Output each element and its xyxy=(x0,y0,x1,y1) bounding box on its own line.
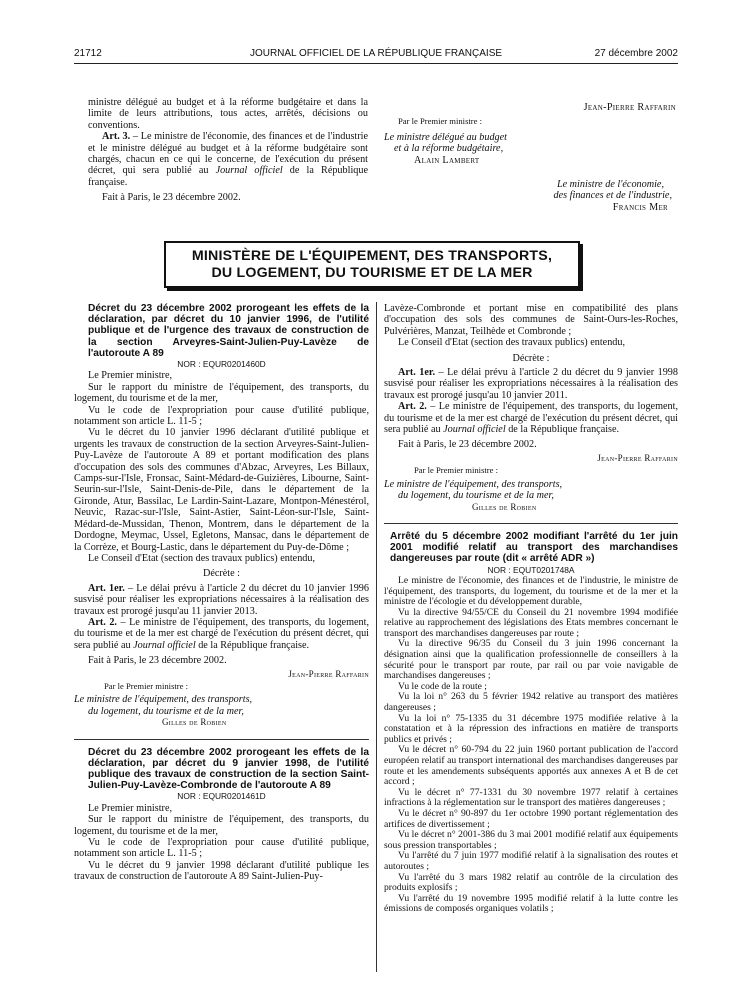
issue-date: 27 décembre 2002 xyxy=(594,48,678,59)
arrete-title: Arrêté du 5 décembre 2002 modifiant l'arrêté du 1er juin 2001 modifié relatif au transport des marchandises dangereuses par route (dit « arrêté ADR ») xyxy=(390,530,678,565)
par-le-premier-ministre: Par le Premier ministre : xyxy=(104,680,189,691)
header-rule xyxy=(74,63,678,64)
paragraph: Lavèze-Combronde et portant mise en compatibilité des plans d'occupation des sols des communes de Saint-Ours-les-Roches, Pulvérières, Manzat, Teilhède et Combronde ; xyxy=(384,303,678,337)
paragraph: Vu le code de l'expropriation pour cause d'utilité publique, notamment son article L. 11-5 ; xyxy=(74,837,369,860)
section-divider xyxy=(74,739,369,740)
ministry-line-2: DU LOGEMENT, DU TOURISME ET DE LA MER xyxy=(211,265,533,281)
top-right-signatures xyxy=(384,102,678,213)
paragraph: Vu la loi n° 263 du 5 février 1942 relative au transport des matières dangereuses ; xyxy=(384,691,678,714)
paragraph: Vu l'arrêté du 19 novembre 1995 modifié relatif à la lutte contre les émissions de composés organiques volatils ; xyxy=(384,892,678,915)
decrete: Décrète : xyxy=(202,568,241,580)
signer-name: Alain Lambert xyxy=(414,154,480,166)
role-line: du logement, du tourisme et de la mer, xyxy=(398,490,554,502)
decrete: Décrète : xyxy=(512,352,550,364)
decree-1-nor: NOR : EQUR0201460D xyxy=(177,359,266,370)
arrete-nor: NOR : EQUT0201748A xyxy=(487,564,575,575)
paragraph: Le ministre de l'économie, des finances et de l'industrie, le ministre de l'équipement, des transports, du logement, du tourisme et de la mer et la ministre de l'écologie et du développement durable, xyxy=(384,574,678,608)
paragraph: Vu l'arrêté du 7 juin 1977 modifié relatif à la signalisation des routes et autoroutes ; xyxy=(384,850,678,872)
article-end: de la République française. xyxy=(505,424,620,436)
jo-ref: Journal officiel xyxy=(133,639,196,651)
paragraph: Vu le code de l'expropriation pour cause d'utilité publique, notamment son article L. 11-5 ; xyxy=(74,404,369,428)
paragraph: Vu le décret n° 60-794 du 22 juin 1960 portant publication de l'accord européen relatif au transport international des marchandises dangereuses par route et les amendements subséquents apportés aux annexes A et B de cet accord ; xyxy=(384,744,678,788)
paragraph: Vu le décret du 9 janvier 1998 déclarant d'utilité publique les travaux de construction de l'autoroute A 89 Saint-Julien-Puy- xyxy=(74,859,369,883)
paragraph: Le Conseil d'Etat (section des travaux publics) entendu, xyxy=(88,552,316,564)
article-text: – Le ministre de l'économie, des finances et de l'industrie et le ministre délégué au budget et à la réforme budgétaire sont chargés, chacun en ce qui le concerne, de l'exécution du présent décret, qui sera publié au xyxy=(88,131,368,177)
paragraph: Le Premier ministre, xyxy=(88,370,173,382)
signer-name: Jean-Pierre Raffarin xyxy=(583,102,676,113)
par-le-premier-ministre: Par le Premier ministre : xyxy=(414,465,499,476)
role-line: des finances et de l'industrie, xyxy=(553,190,672,202)
paragraph: Sur le rapport du ministre de l'équipement, des transports, du logement, du tourisme et de la mer, xyxy=(74,814,369,837)
article-label: Art. 3. xyxy=(102,131,131,143)
paragraph: Vu l'arrêté du 3 mars 1982 relatif au contrôle de la circulation des produits explosifs ; xyxy=(384,871,678,894)
decree-1-title: Décret du 23 décembre 2002 prorogeant les effets de la déclaration, par décret du 10 janvier 1996, de l'utilité publique et de l'urgence des travaux de construction de la section Arveyres-Saint-Julien-Puy-Lavèze de l'autoroute A 89 xyxy=(88,303,369,359)
article-label: Art. 1er. xyxy=(88,582,125,594)
article-label: Art. 1er. xyxy=(398,367,436,379)
decree-2-nor: NOR : EQUR0201461D xyxy=(177,791,266,802)
top-left-text xyxy=(88,97,368,204)
signature-date: Fait à Paris, le 23 décembre 2002. xyxy=(88,655,227,667)
paragraph: Le Conseil d'Etat (section des travaux publics) entendu, xyxy=(398,337,626,349)
article-label: Art. 2. xyxy=(398,401,427,413)
page-number: 21712 xyxy=(74,48,102,59)
role-line: Le ministre de l'économie, xyxy=(556,179,664,191)
role-line: Le ministre délégué au budget xyxy=(384,131,507,143)
paragraph: Vu le décret n° 77-1331 du 30 novembre 1977 relatif à certaines infractions à la réglementation sur le transport des matières dangereuses ; xyxy=(384,786,678,809)
ministry-line-1: MINISTÈRE DE L'ÉQUIPEMENT, DES TRANSPORTS, xyxy=(191,248,553,264)
article-text: – Le délai prévu à l'article 2 du décret du 10 janvier 1996 susvisé pour réaliser les expropriations nécessaires à la réalisation des travaux est prorogé jusqu'au 11 janvier 2013. xyxy=(74,582,369,617)
right-column xyxy=(384,303,678,915)
paragraph: Vu le décret du 10 janvier 1996 déclarant d'utilité publique et urgents les travaux de construction de la section Arveyres-Saint-Julien-Puy-Lavèze de l'autoroute A 89 et portant modification des plans d'occupation des sols des communes d'Abzac, Arveyres, Les Billaux, Camps-sur-l'Isle, Fronsac, Saint-Médard-de-Guizières, Libourne, Saint-Seurin-sur-l'Isle, Saint-Denis-de-Pile, dans le département de la Gironde, Atur, Bassilac, Le Lardin-Saint-Lazare, Montpon-Ménestérol, Neuvic, Razac-sur-l'Isle, Saint-Astier, Saint-Léon-sur-l'Isle, Saint-Médard-de-Mussidan, Thenon, Montrem, dans le département de la Dordogne, Meymac, Ussel, Egletons, Mansac, dans le département de la Corrèze, et Bourg-Lastic, dans le département du Puy-de-Dôme ; xyxy=(74,427,369,553)
article-text: – Le ministre de l'équipement, des transports, du logement, du tourisme et de la mer est chargé de l'exécution du présent décret, qui sera publié au xyxy=(384,401,678,436)
paragraph: ministre délégué au budget et à la réforme budgétaire et dans la limite de leurs attributions, tous actes, arrêtés, décisions ou conventions. xyxy=(88,97,368,131)
paragraph: Vu la directive 96/35 du Conseil du 3 juin 1996 concernant la désignation ainsi que la qualification professionnelle de conseillers à la sécurité pour le transport par route, par rail ou par voie navigable de marchandises dangereuses ; xyxy=(384,638,678,682)
signer-name: Gilles de Robien xyxy=(162,717,227,728)
par-le-premier-ministre: Par le Premier ministre : xyxy=(398,116,483,127)
article-text: – Le ministre de l'équipement, des transports, du logement, du tourisme et de la mer est chargé de l'exécution du présent décret, qui sera publié au xyxy=(74,616,369,651)
role-line: et à la réforme budgétaire, xyxy=(394,143,504,155)
role-line: Le ministre de l'équipement, des transports, xyxy=(384,478,563,490)
paragraph: Vu la loi n° 75-1335 du 31 décembre 1975 modifiée relative à la constatation et à la répression des infractions en matière de transports publics et privés ; xyxy=(384,712,678,745)
column-divider xyxy=(376,302,377,972)
signer-name: Gilles de Robien xyxy=(472,501,537,512)
signature-date: Fait à Paris, le 23 décembre 2002. xyxy=(398,439,537,451)
journal-title: JOURNAL OFFICIEL DE LA RÉPUBLIQUE FRANÇAISE xyxy=(249,48,503,59)
paragraph: Vu la directive 94/55/CE du Conseil du 21 novembre 1994 modifiée relative au rapprochement des législations des Etats membres concernant le transport des marchandises dangereuses par route ; xyxy=(384,606,678,639)
signer-name: Jean-Pierre Raffarin xyxy=(597,452,678,463)
signer-name: Jean-Pierre Raffarin xyxy=(288,668,369,679)
role-line: Le ministre de l'équipement, des transports, xyxy=(74,694,253,706)
section-divider xyxy=(384,523,678,524)
paragraph: Vu le décret n° 90-897 du 1er octobre 1990 portant réglementation des artifices de divertissement ; xyxy=(384,807,678,830)
paragraph: Vu le décret n° 2001-386 du 3 mai 2001 modifié relatif aux équipements sous pression transportables ; xyxy=(384,829,678,851)
paragraph: Sur le rapport du ministre de l'équipement, des transports, du logement, du tourisme et de la mer, xyxy=(74,381,369,405)
ministry-title-box xyxy=(164,241,580,288)
article-end: de la République française. xyxy=(88,165,368,188)
jo-ref: Journal officiel xyxy=(215,165,283,177)
signature-date: Fait à Paris, le 23 décembre 2002. xyxy=(102,192,241,204)
jo-ref: Journal officiel xyxy=(443,424,506,436)
paragraph: Le Premier ministre, xyxy=(88,802,173,814)
signer-name: Francis Mer xyxy=(612,201,668,213)
role-line: du logement, du tourisme et de la mer, xyxy=(88,705,244,717)
article-end: de la République française. xyxy=(195,639,310,651)
paragraph: Vu le code de la route ; xyxy=(398,680,487,692)
decree-2-title: Décret du 23 décembre 2002 prorogeant les effets de la déclaration, par décret du 9 janvier 1998, de l'utilité publique des travaux de construction de la section Saint-Julien-Puy-Lavèze-Combronde de l'autoroute A 89 xyxy=(88,746,369,792)
article-label: Art. 2. xyxy=(88,616,117,628)
left-column xyxy=(74,303,369,883)
article-text: – Le délai prévu à l'article 2 du décret du 9 janvier 1998 susvisé pour réaliser les expropriations nécessaires à la réalisation des travaux est prorogé jusqu'au 10 janvier 2011. xyxy=(384,367,678,401)
